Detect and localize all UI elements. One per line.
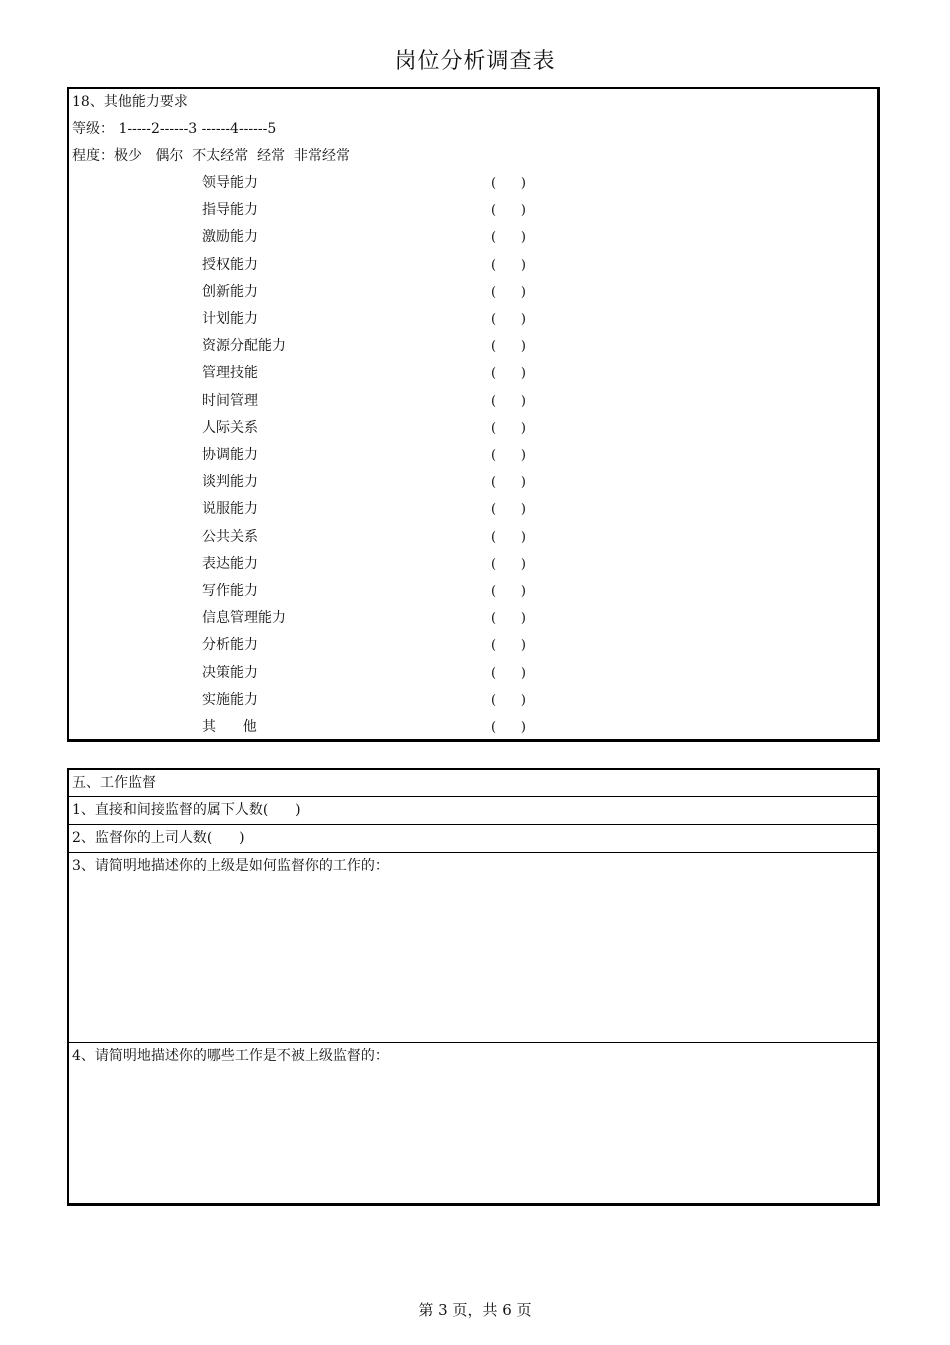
grade-scale: 等级： 1-----2------3 ------4------5 [72, 121, 277, 137]
ability-item-label: 说服能力 [202, 501, 258, 518]
page-title: 岗位分析调查表 [394, 49, 556, 74]
ability-item [69, 524, 877, 551]
ability-rating-blank[interactable]: ( ) [491, 203, 526, 219]
ability-item-label: 写作能力 [202, 583, 258, 599]
ability-item-label: 人际关系 [202, 419, 258, 436]
ability-rating-blank[interactable]: ( ) [491, 366, 526, 382]
ability-rating-blank[interactable]: ( ) [491, 665, 526, 681]
ability-rating-blank[interactable]: ( ) [491, 420, 526, 436]
work-supervision-section [67, 768, 880, 1206]
supervision-method-question: 3、请简明地描述你的上级是如何监督你的工作的： [72, 858, 389, 874]
ability-item-label: 实施能力 [202, 691, 258, 708]
ability-item-label: 表达能力 [202, 555, 258, 572]
ability-item [69, 306, 877, 333]
unsupervised-work-question: 4、请简明地描述你的哪些工作是不被上级监督的： [72, 1048, 389, 1064]
ability-rating-blank[interactable]: ( ) [491, 692, 526, 708]
ability-item-label: 管理技能 [202, 365, 258, 382]
subordinate-count-question: 1、直接和间接监督的属下人数( ) [72, 802, 301, 818]
ability-rating-blank[interactable]: ( ) [491, 720, 526, 735]
supervisor-count-row [69, 825, 877, 852]
ability-heading-row [69, 89, 877, 116]
supervisor-count-question: 2、监督你的上司人数( ) [72, 830, 245, 846]
ability-item [69, 279, 877, 306]
ability-item-label: 协调能力 [202, 447, 258, 463]
ability-item [69, 224, 877, 251]
ability-item-label: 公共关系 [202, 528, 258, 545]
ability-rating-blank[interactable]: ( ) [491, 475, 526, 491]
ability-rating-blank[interactable]: ( ) [491, 230, 526, 246]
ability-item-label: 计划能力 [202, 311, 258, 327]
ability-item [69, 496, 877, 523]
page-footer: 第 3 页，共 6 页 [418, 1301, 532, 1319]
ability-item [69, 360, 877, 387]
ability-item-label: 创新能力 [202, 283, 258, 300]
ability-item [69, 469, 877, 496]
ability-item [69, 551, 877, 578]
ability-rating-blank[interactable]: ( ) [491, 284, 526, 300]
ability-rating-blank[interactable]: ( ) [491, 638, 526, 654]
ability-item-label: 谈判能力 [202, 474, 258, 491]
ability-item [69, 442, 877, 469]
ability-item [69, 578, 877, 605]
ability-item-label: 决策能力 [202, 664, 258, 681]
ability-item [69, 415, 877, 442]
ability-item [69, 170, 877, 197]
ability-item [69, 714, 877, 741]
ability-item-label: 时间管理 [202, 392, 258, 409]
degree-scale-row [69, 143, 877, 170]
ability-rating-blank[interactable]: ( ) [491, 339, 526, 355]
ability-item-label: 信息管理能力 [202, 610, 286, 627]
degree-scale: 程度：极少 偶尔 不太经常 经常 非常经常 [72, 148, 351, 164]
ability-item-label: 其 他 [202, 719, 257, 735]
grade-scale-row [69, 116, 877, 143]
ability-item [69, 252, 877, 279]
ability-item [69, 660, 877, 687]
ability-heading: 18、其他能力要求 [72, 94, 188, 110]
ability-requirements-section [67, 87, 880, 742]
ability-item [69, 333, 877, 360]
supervision-heading-row [69, 770, 877, 797]
ability-item-label: 指导能力 [202, 202, 258, 219]
ability-rating-blank[interactable]: ( ) [491, 176, 526, 191]
supervision-method-row [69, 853, 877, 880]
ability-item-label: 领导能力 [202, 175, 258, 191]
ability-item [69, 632, 877, 659]
ability-rating-blank[interactable]: ( ) [491, 529, 526, 545]
ability-item-label: 授权能力 [202, 256, 258, 273]
ability-item-label: 资源分配能力 [202, 338, 286, 355]
subordinate-count-row [69, 797, 877, 824]
ability-rating-blank[interactable]: ( ) [491, 448, 526, 463]
ability-item [69, 197, 877, 224]
ability-item [69, 605, 877, 632]
supervision-heading: 五、工作监督 [72, 775, 156, 791]
ability-item [69, 388, 877, 415]
ability-rating-blank[interactable]: ( ) [491, 556, 526, 572]
ability-rating-blank[interactable]: ( ) [491, 611, 526, 627]
ability-item-label: 分析能力 [202, 637, 258, 654]
ability-rating-blank[interactable]: ( ) [491, 312, 526, 327]
unsupervised-work-row [69, 1043, 877, 1070]
ability-rating-blank[interactable]: ( ) [491, 502, 526, 518]
ability-item-label: 激励能力 [202, 229, 258, 246]
ability-item [69, 687, 877, 714]
ability-rating-blank[interactable]: ( ) [491, 257, 526, 273]
ability-rating-blank[interactable]: ( ) [491, 584, 526, 599]
ability-rating-blank[interactable]: ( ) [491, 393, 526, 409]
